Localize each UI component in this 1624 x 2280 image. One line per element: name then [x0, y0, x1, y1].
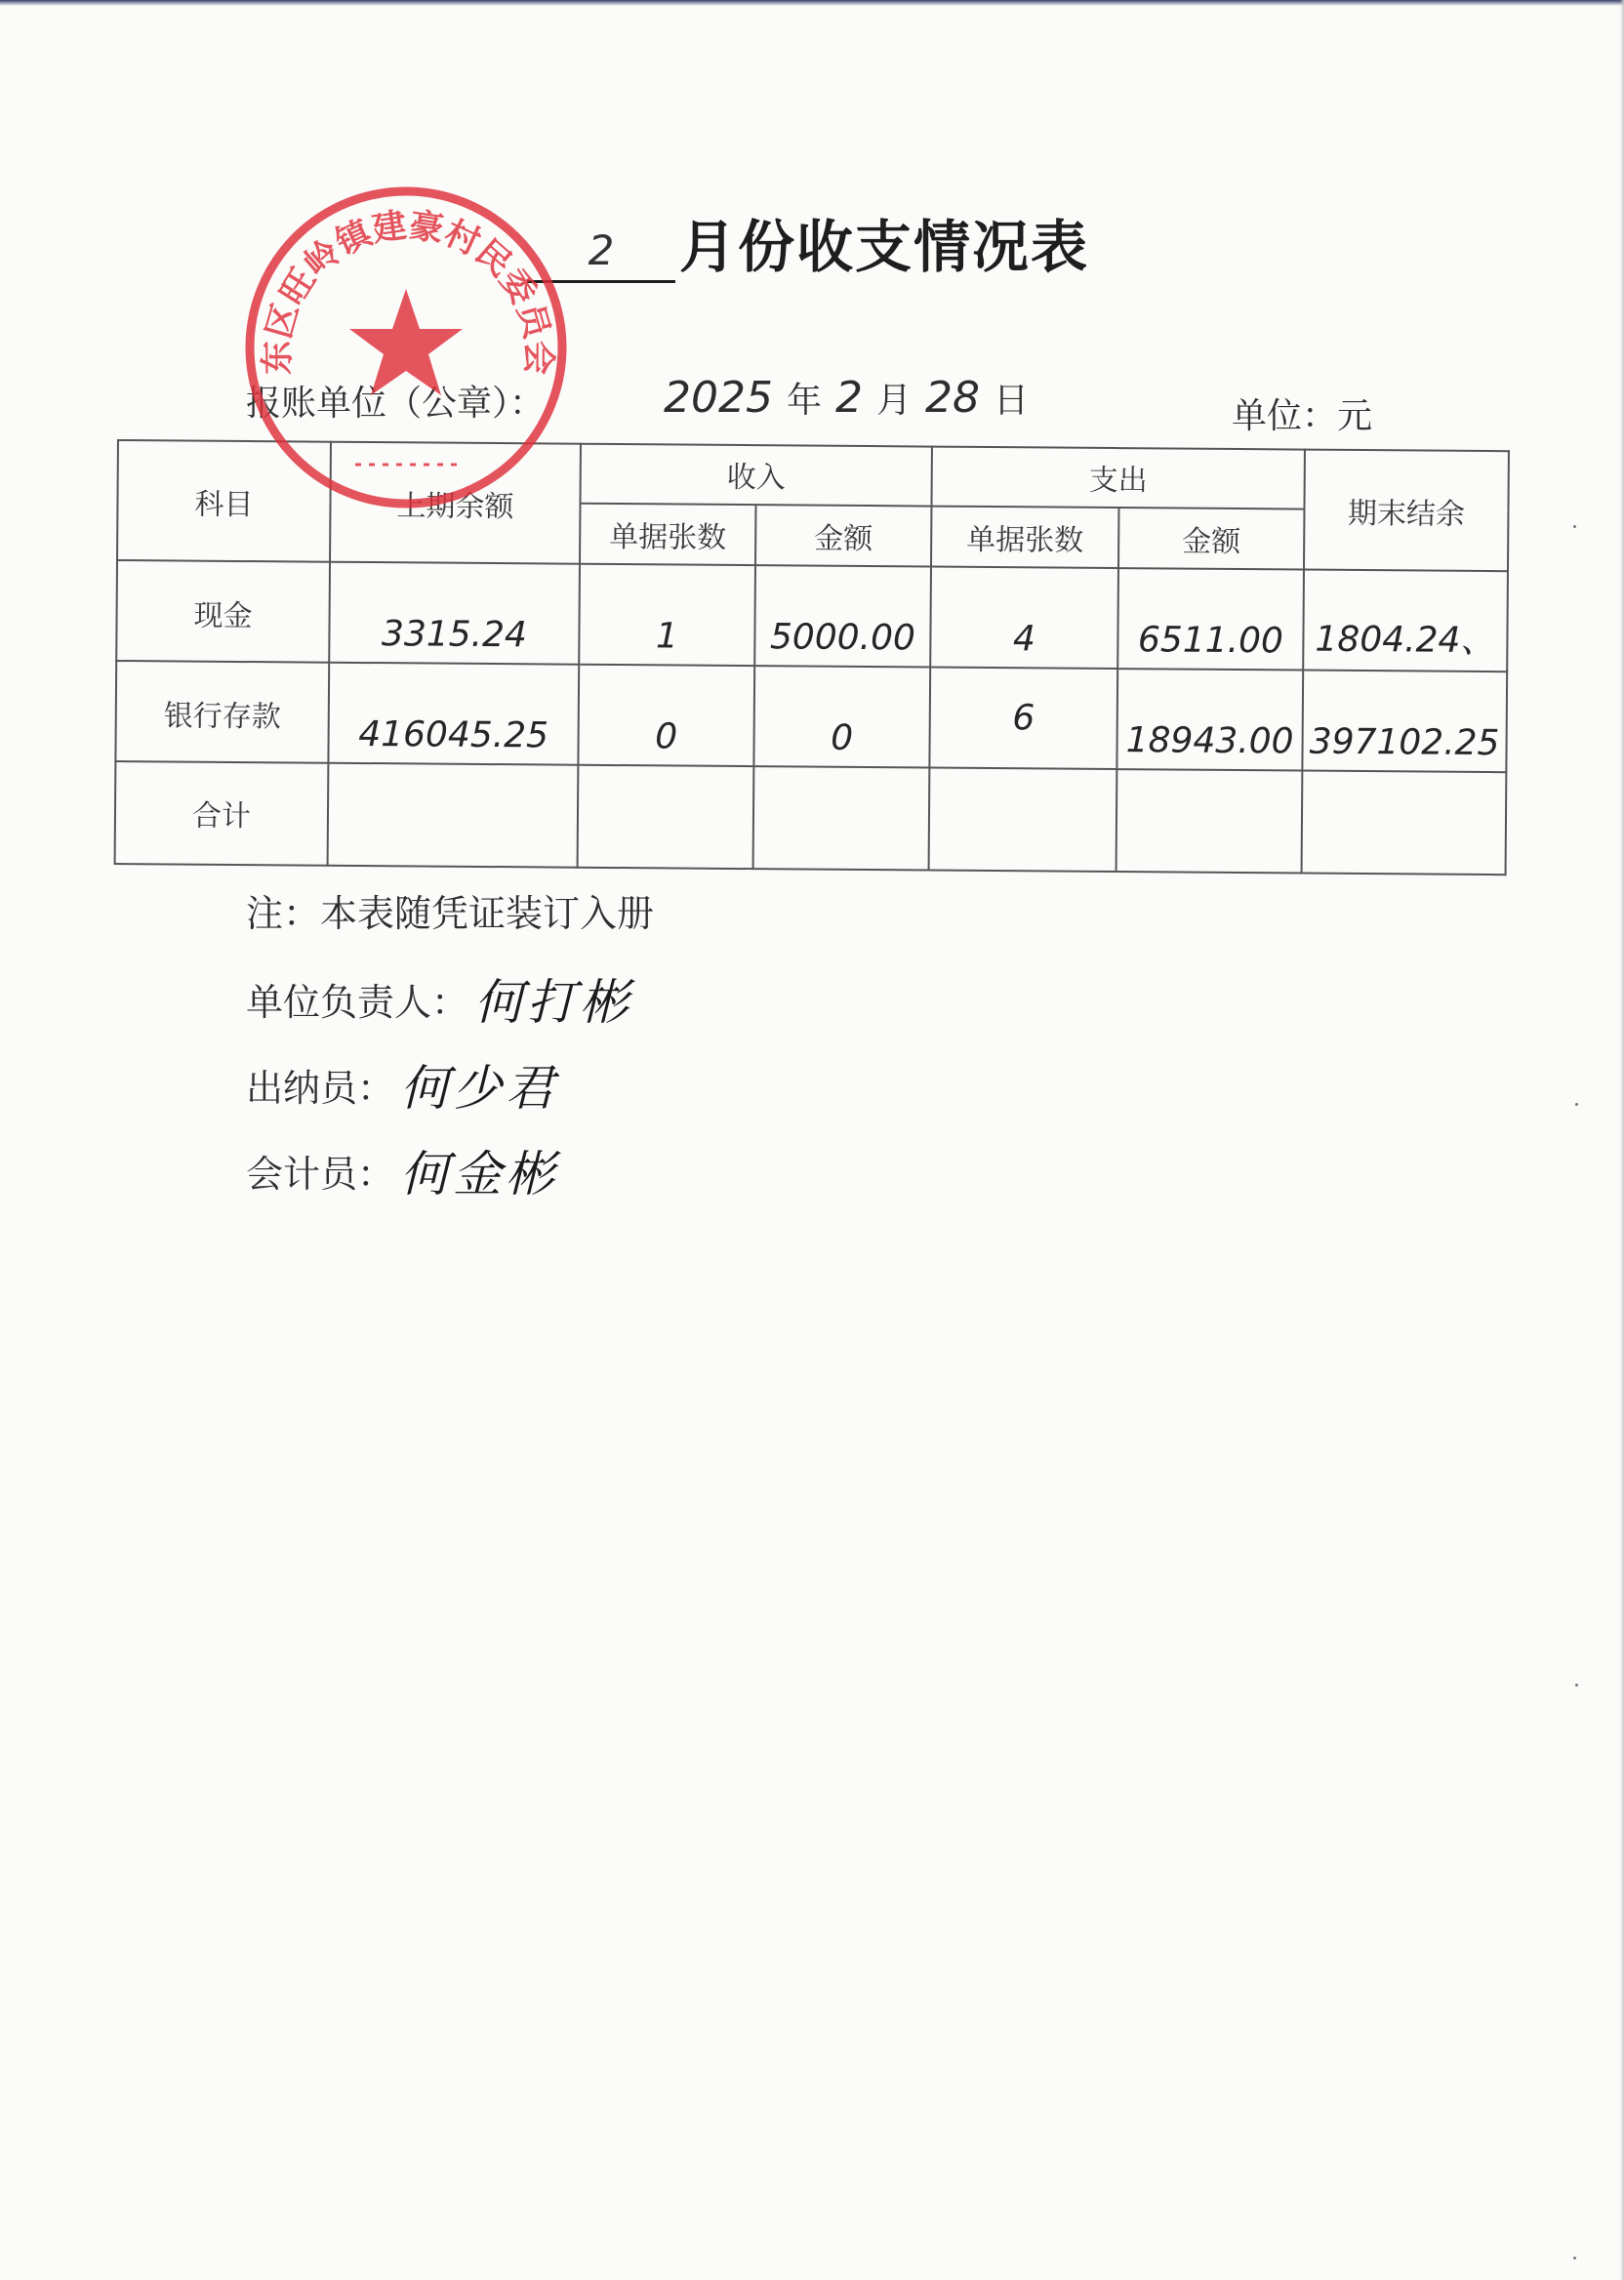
header-income-receipt-count: 单据张数: [580, 503, 755, 565]
cell-expense-amount: 18943.00: [1116, 669, 1303, 770]
table-row: [116, 560, 1508, 672]
accountant-signature: 何金彬: [400, 1146, 559, 1202]
cell-previous-balance: [328, 763, 579, 868]
table-row: [115, 761, 1507, 875]
cell-closing-balance: 397102.25: [1302, 671, 1507, 773]
cell-previous-balance: 3315.24: [329, 562, 580, 665]
title-text: 月份收支情况表: [679, 214, 1090, 280]
cell-expense-count: 4: [930, 567, 1118, 669]
date-day: 28: [925, 373, 981, 423]
cell-income-count: [578, 765, 754, 869]
currency-unit-label: 单位：元: [1232, 396, 1373, 436]
unit-head-signature: 何打彬: [474, 974, 633, 1031]
header-closing-balance: 期末结余: [1304, 450, 1509, 572]
date-day-unit: 日: [994, 381, 1030, 421]
cell-closing-balance: [1302, 771, 1507, 875]
cell-closing-balance: 1804.24、: [1303, 570, 1508, 672]
header-previous-balance: 上期余额: [330, 442, 581, 564]
header-subject: 科目: [117, 440, 331, 562]
header-expense-receipt-count: 单据张数: [931, 506, 1118, 568]
cell-expense-count: [929, 768, 1117, 873]
cell-income-count: 0: [578, 665, 754, 766]
header-income-amount: 金额: [755, 505, 931, 567]
cashier-label: 出纳员：: [246, 1066, 395, 1110]
cashier-line: [246, 1049, 558, 1120]
cell-expense-amount: [1116, 769, 1303, 874]
binding-note: 注：本表随凭证装订入册: [246, 892, 655, 935]
cell-income-count: 1: [579, 564, 755, 666]
cell-expense-count: 6: [929, 668, 1117, 769]
header-expense-amount: 金额: [1118, 508, 1304, 570]
date-year-unit: 年: [786, 381, 822, 421]
title-month-value: 2: [527, 224, 675, 283]
header-income: 收入: [581, 444, 932, 506]
scan-right-edge: [1620, 0, 1624, 2280]
cashier-signature: 何少君: [400, 1060, 559, 1117]
report-date: [664, 373, 1029, 423]
accountant-label: 会计员：: [246, 1152, 395, 1196]
cell-income-amount: 5000.00: [754, 565, 931, 667]
cell-income-amount: 0: [753, 666, 930, 767]
table-row: [115, 661, 1507, 772]
date-month: 2: [835, 373, 863, 423]
unit-head-line: [246, 963, 632, 1034]
accountant-line: [246, 1135, 558, 1205]
header-expense: 支出: [931, 447, 1304, 509]
reporting-unit-label: 报账单位（公章）：: [246, 384, 546, 424]
seal-star-icon: [349, 289, 463, 395]
cell-income-amount: [753, 766, 930, 870]
document-title: [527, 195, 1089, 283]
cell-previous-balance: 416045.25: [328, 663, 579, 765]
unit-head-label: 单位负责人：: [246, 980, 469, 1024]
seal-inscription: 东区旺岭镇建豪村民委员会: [257, 205, 559, 376]
official-seal: [240, 182, 572, 513]
date-year: 2025: [664, 373, 773, 423]
row-subject: 合计: [115, 761, 329, 866]
row-subject: 现金: [116, 560, 330, 663]
row-subject: 银行存款: [115, 661, 329, 763]
date-month-unit: 月: [876, 381, 913, 421]
scan-top-edge: [0, 0, 1624, 6]
cell-expense-amount: 6511.00: [1117, 568, 1304, 670]
